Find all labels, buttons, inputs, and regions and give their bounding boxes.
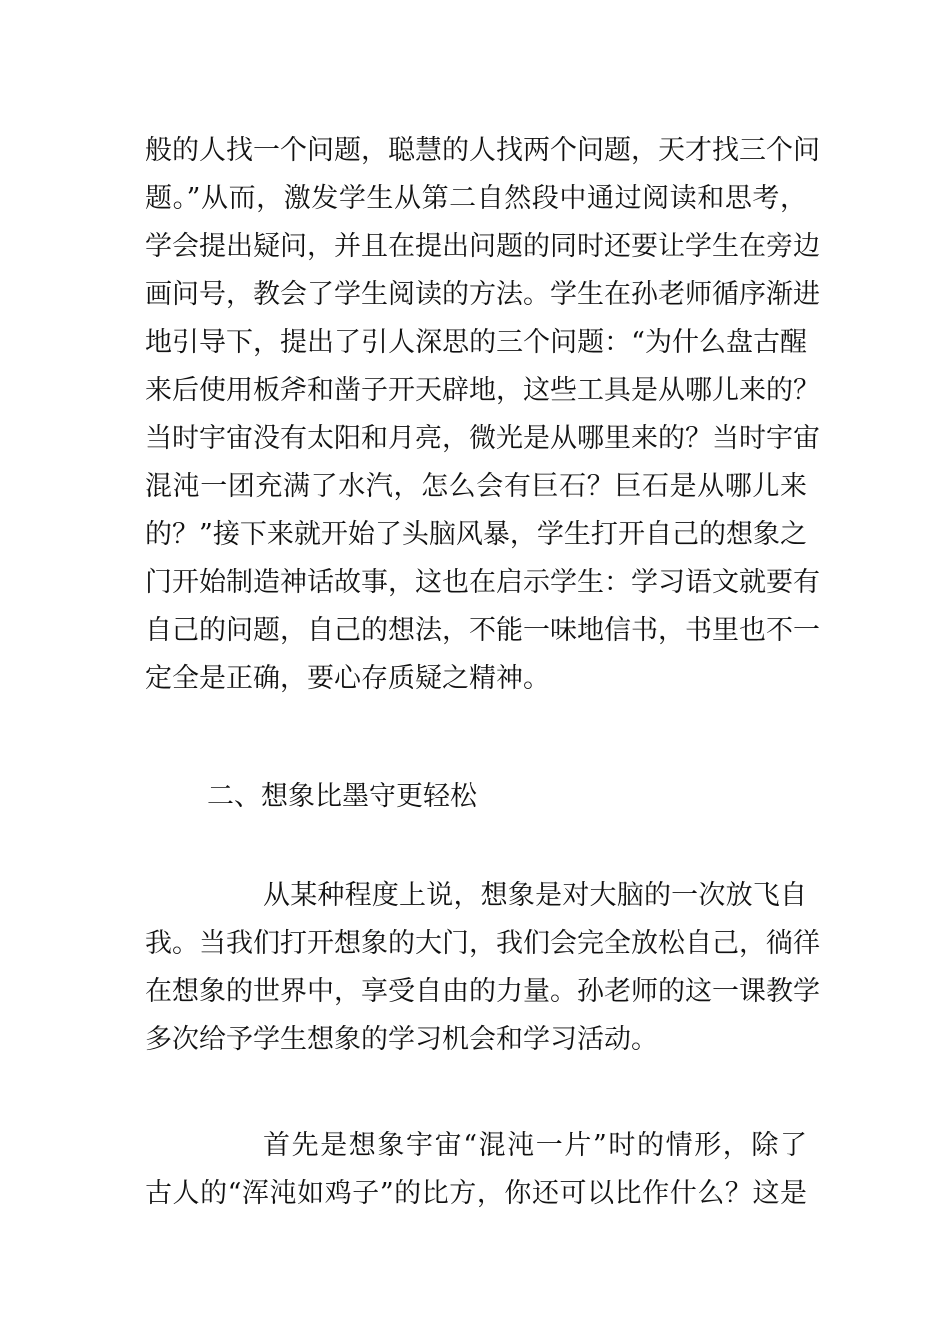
paragraph-3-line-2: 古人的“浑沌如鸡子”的比方，你还可以比作什么？这是 [145,1178,807,1209]
paragraph-1-line-5: 地引导下，提出了引人深思的三个问题：“为什么盘古醒 [145,327,807,358]
paragraph-1-line-7: 当时宇宙没有太阳和月亮，微光是从哪里来的？当时宇宙 [145,423,820,454]
paragraph-1-line-8: 混沌一团充满了水汽，怎么会有巨石？巨石是从哪儿来 [145,471,807,502]
paragraph-1-line-9: 的？”接下来就开始了头脑风暴，学生打开自己的想象之 [145,519,807,550]
paragraph-1-line-3: 学会提出疑问，并且在提出问题的同时还要让学生在旁边 [145,231,820,262]
paragraph-1-line-12: 定全是正确，要心存质疑之精神。 [145,663,550,694]
section-heading: 二、想象比墨守更轻松 [207,781,477,812]
paragraph-1-line-10: 门开始制造神话故事，这也在启示学生：学习语文就要有 [145,567,820,598]
paragraph-1-line-11: 自己的问题，自己的想法，不能一味地信书，书里也不一 [145,615,820,646]
paragraph-2-line-4: 多次给予学生想象的学习机会和学习活动。 [145,1024,658,1055]
paragraph-2-line-2: 我。当我们打开想象的大门，我们会完全放松自己，徜徉 [145,928,820,959]
paragraph-3-line-1: 首先是想象宇宙“混沌一片”时的情形，除了 [263,1130,807,1161]
paragraph-2-line-1: 从某种程度上说，想象是对大脑的一次放飞自 [263,880,807,911]
paragraph-2-line-3: 在想象的世界中，享受自由的力量。孙老师的这一课教学 [145,976,820,1007]
paragraph-1-line-4: 画问号，教会了学生阅读的方法。学生在孙老师循序渐进 [145,279,820,310]
paragraph-1-line-1: 般的人找一个问题，聪慧的人找两个问题，天才找三个问 [145,135,820,166]
paragraph-1-line-2: 题。”从而，激发学生从第二自然段中通过阅读和思考， [145,183,807,214]
paragraph-1-line-6: 来后使用板斧和凿子开天辟地，这些工具是从哪儿来的？ [145,375,820,406]
